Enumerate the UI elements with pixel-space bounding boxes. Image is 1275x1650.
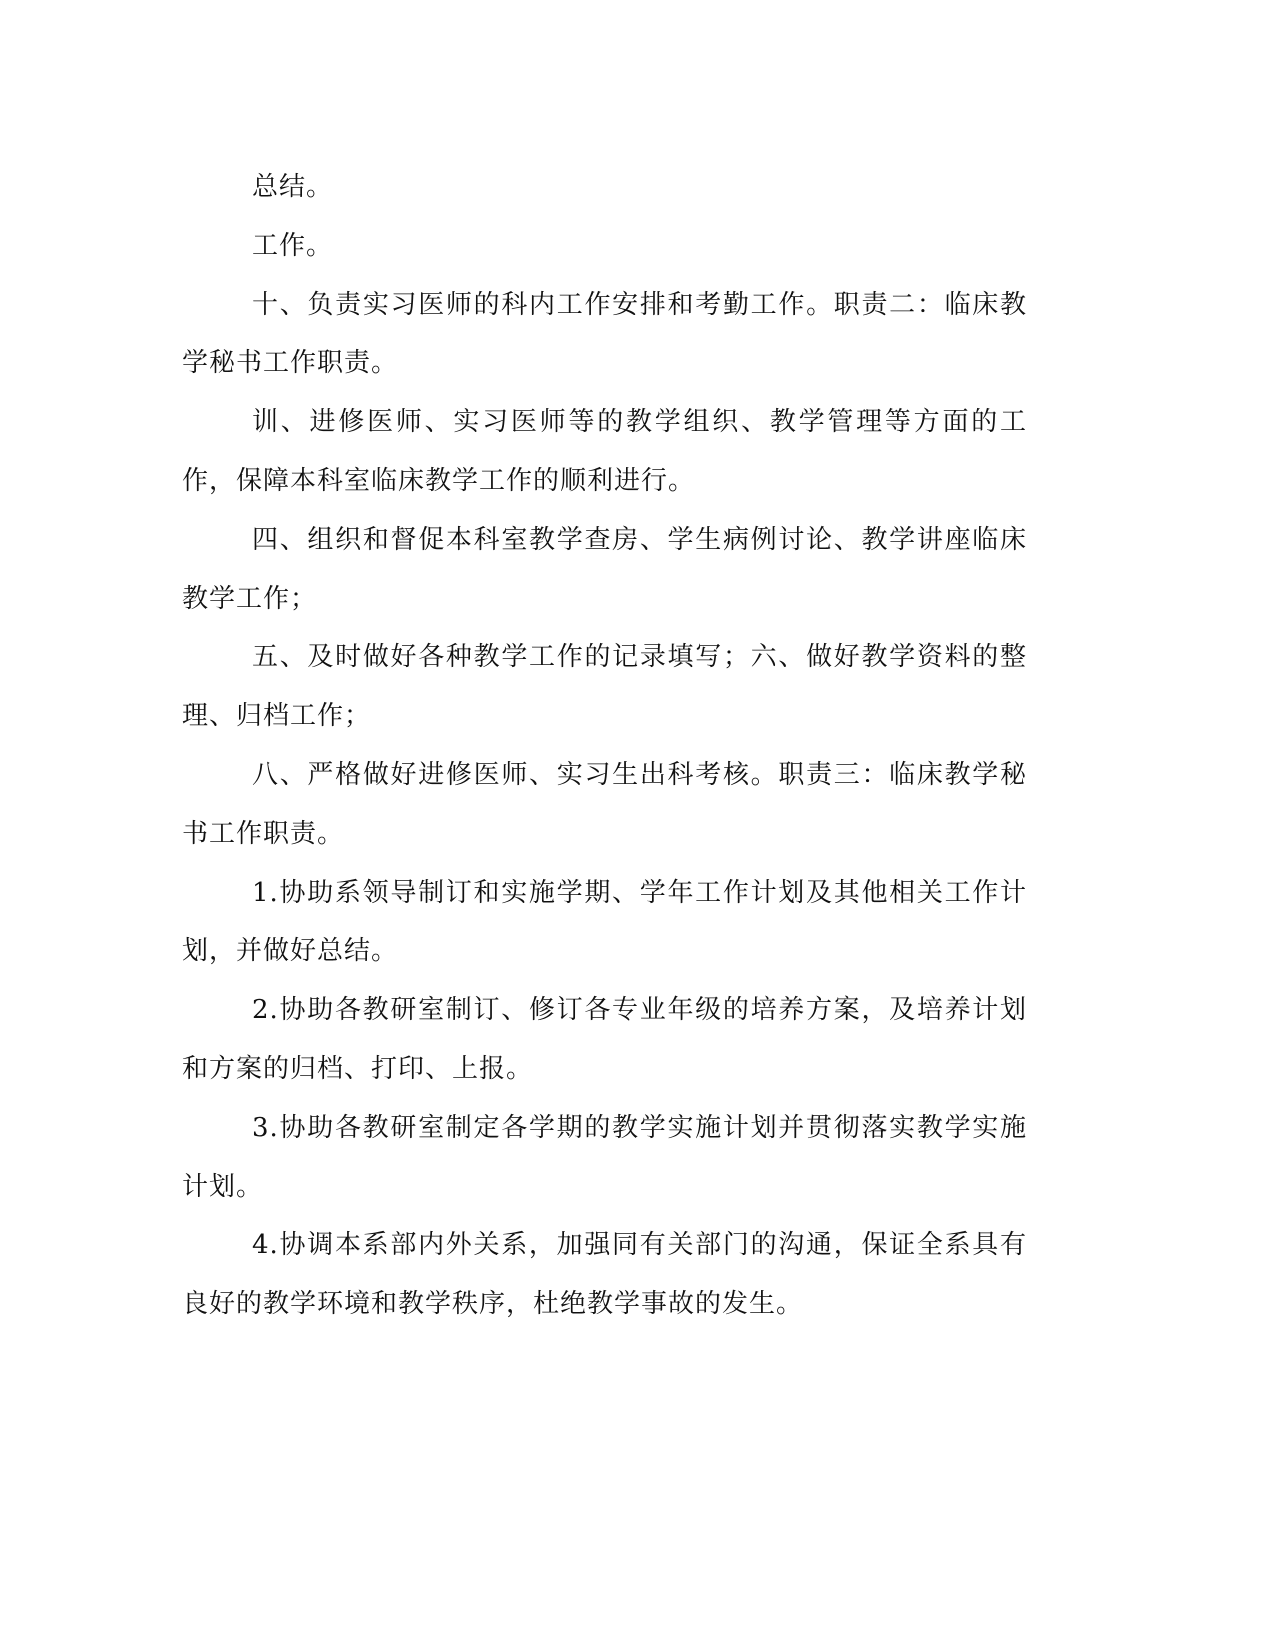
paragraph-5: 四、组织和督促本科室教学查房、学生病例讨论、教学讲座临床教学工作； bbox=[182, 524, 1027, 614]
paragraph-9: 2.协助各教研室制订、修订各专业年级的培养方案，及培养计划和方案的归档、打印、上报。 bbox=[182, 995, 1027, 1084]
paragraph-6: 五、及时做好各种教学工作的记录填写；六、做好教学资料的整理、归档工作； bbox=[182, 642, 1027, 732]
paragraph-11: 4.协调本系部内外关系，加强同有关部门的沟通，保证全系具有良好的教学环境和教学秩序，杜绝教学事故的发生。 bbox=[182, 1230, 1027, 1320]
paragraph-7: 八、严格做好进修医师、实习生出科考核。职责三：临床教学秘书工作职责。 bbox=[182, 759, 1027, 849]
paragraph-2: 工作。 bbox=[252, 230, 334, 261]
paragraph-10: 3.协助各教研室制定各学期的教学实施计划并贯彻落实教学实施计划。 bbox=[182, 1112, 1027, 1202]
paragraph-4: 训、进修医师、实习医师等的教学组织、教学管理等方面的工作，保障本科室临床教学工作的顺利进行。 bbox=[182, 407, 1027, 496]
document-body bbox=[182, 158, 1027, 1334]
paragraph-3: 十、负责实习医师的科内工作安排和考勤工作。职责二：临床教学秘书工作职责。 bbox=[182, 289, 1027, 379]
paragraph-1: 总结。 bbox=[252, 172, 334, 202]
paragraph-8: 1.协助系领导制订和实施学期、学年工作计划及其他相关工作计划，并做好总结。 bbox=[182, 877, 1027, 967]
